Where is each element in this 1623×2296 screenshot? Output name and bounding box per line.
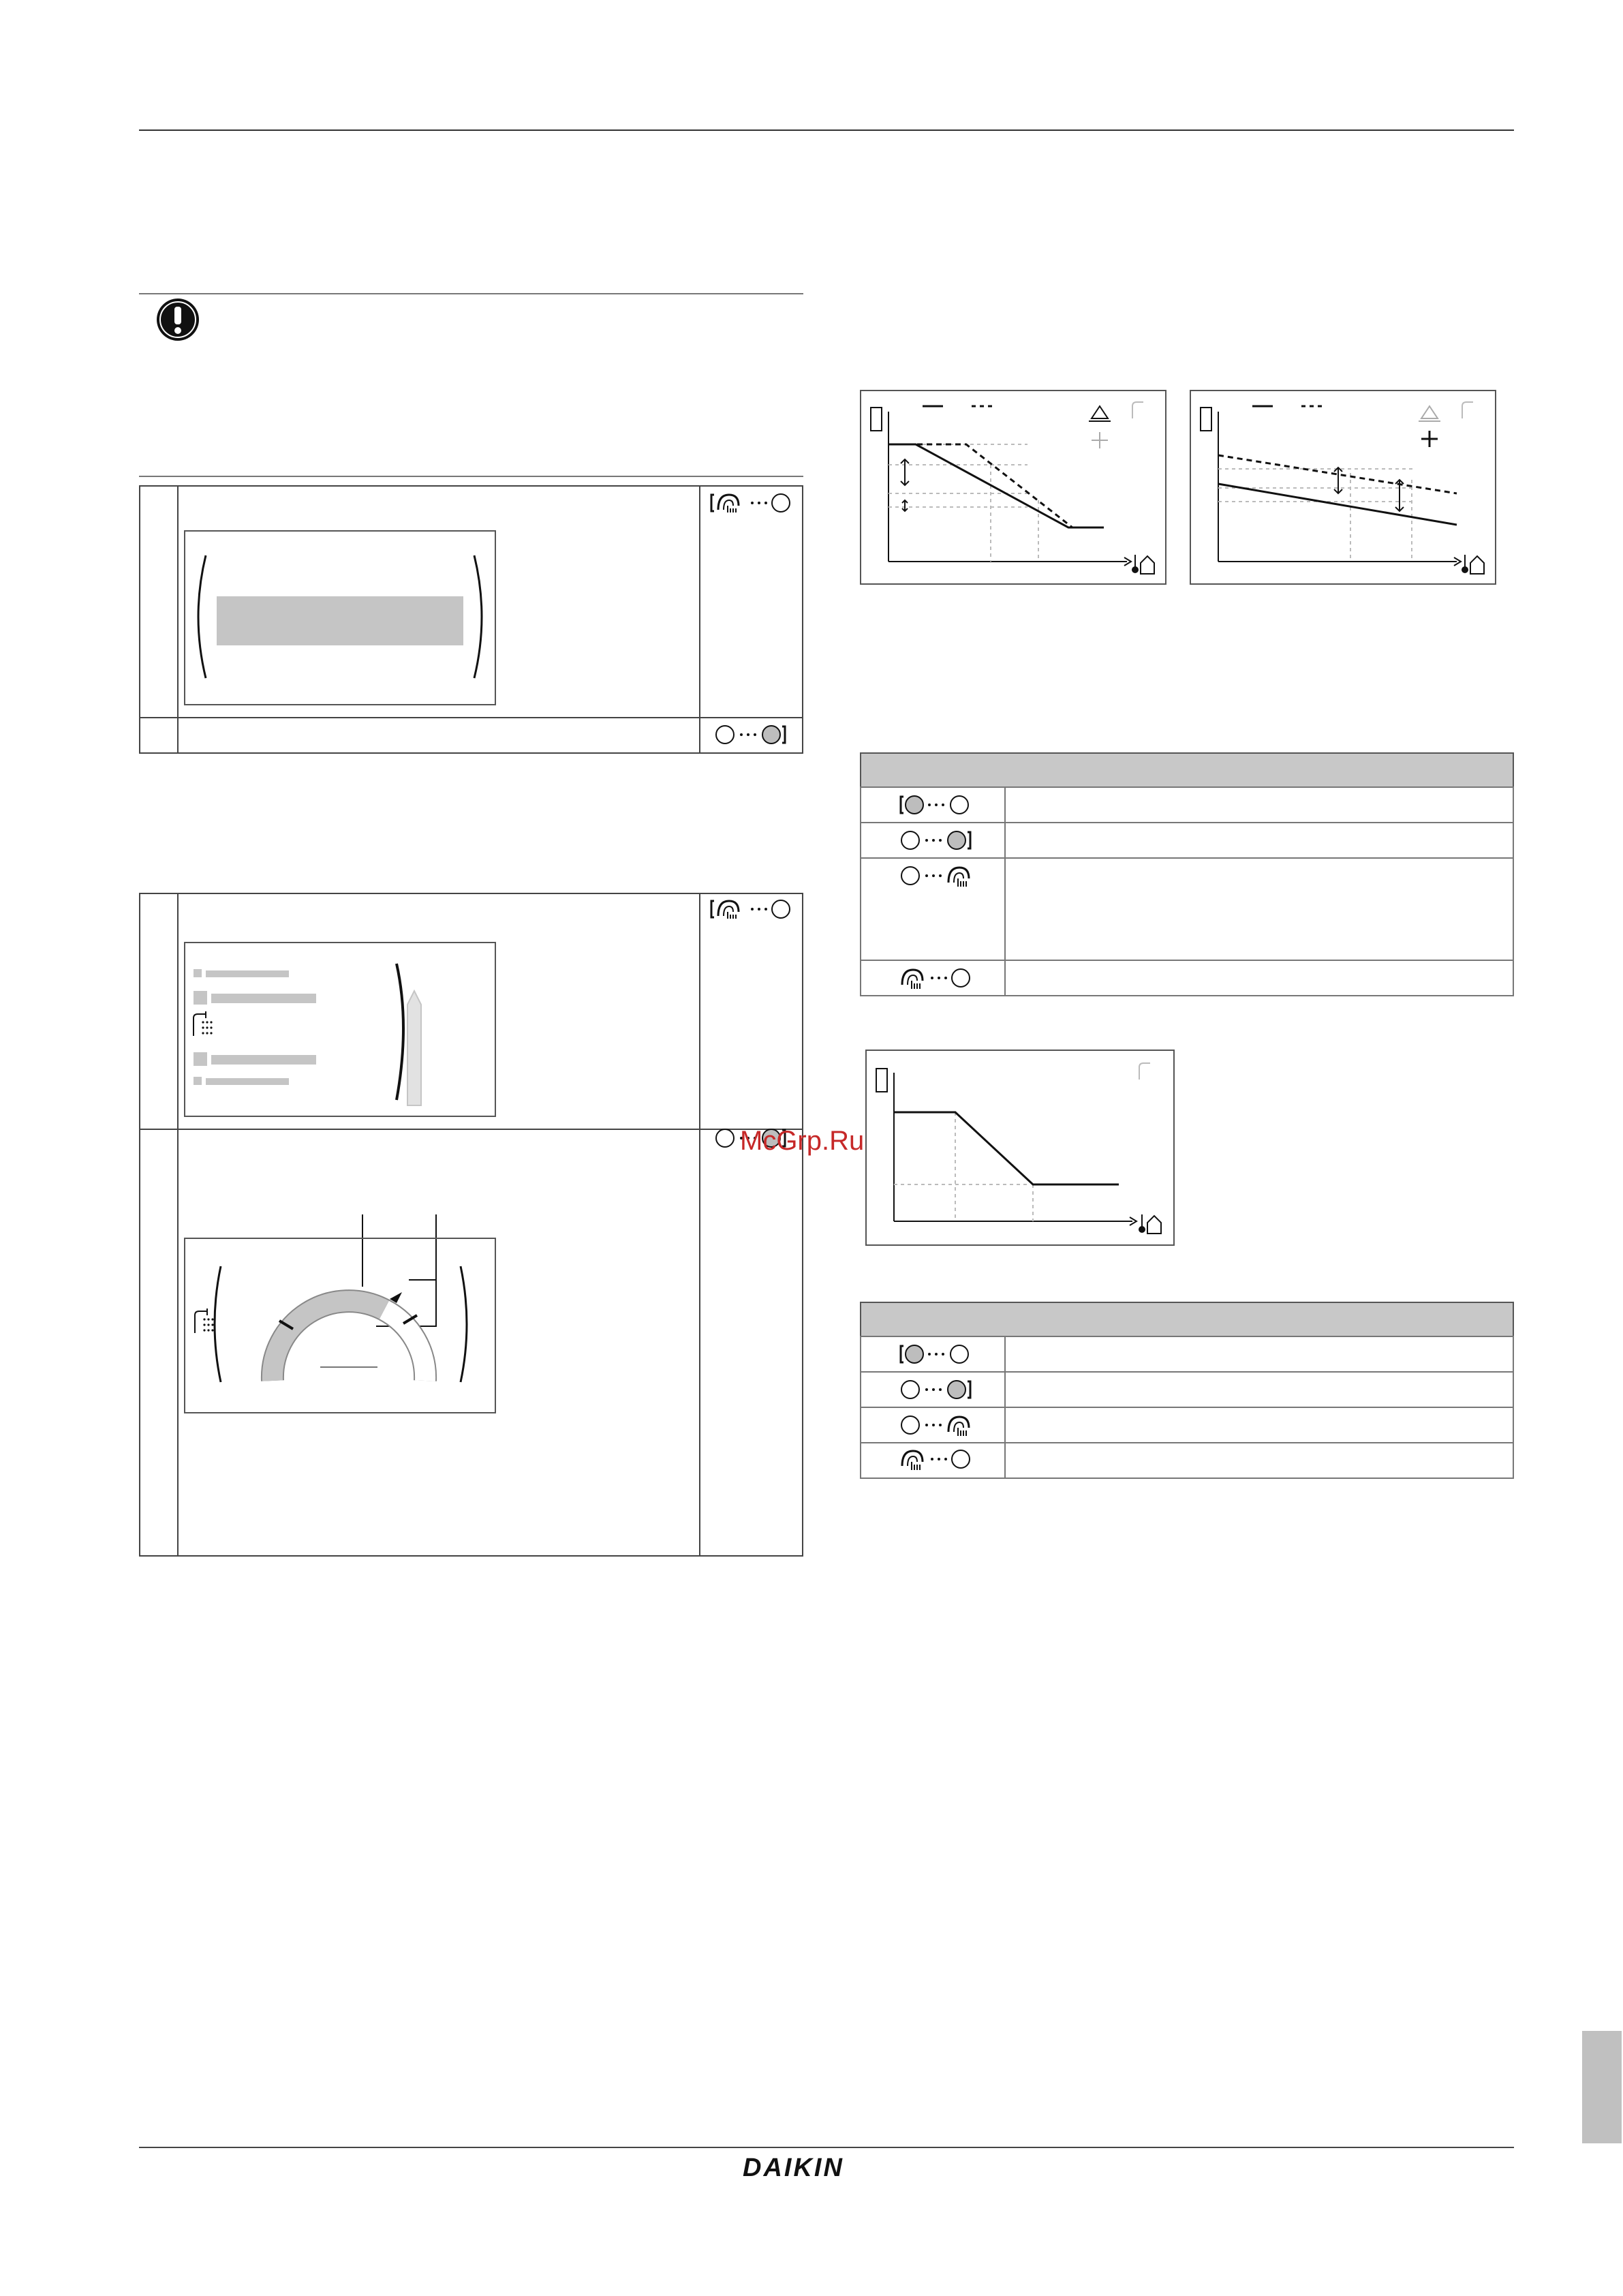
outdoor-temperature-icon-2	[1462, 555, 1484, 574]
right-dial-icon	[714, 722, 789, 747]
table-2-row-3-desc	[1004, 1407, 1514, 1443]
table-1-row-3-desc	[1004, 857, 1514, 961]
left-dial-pressed-icon-2	[898, 1342, 973, 1366]
cooling-icon-2	[1421, 431, 1438, 447]
right-dial-pressed-icon-2	[899, 1377, 974, 1402]
right-dial-press-icon-2	[899, 1413, 988, 1439]
left-dial-icon-2	[709, 897, 804, 921]
left-dial-press-icon	[898, 966, 973, 992]
note-top-rule	[139, 293, 803, 294]
screen-preview-1	[184, 530, 496, 705]
left-dial-icon	[709, 491, 804, 515]
graph-fixed-curve	[865, 1050, 1175, 1246]
step-table-1-row-divider	[139, 717, 803, 718]
screen-preview-menu	[184, 942, 496, 1117]
hot-water-tap-icon-3	[1132, 402, 1143, 418]
step-table-1-col-divider	[177, 485, 179, 754]
left-dial-press-icon-2	[898, 1447, 973, 1473]
water-temperature-icon-3	[876, 1069, 887, 1092]
table-1-row-2-desc	[1004, 822, 1514, 859]
table-2-row-4-desc	[1004, 1442, 1514, 1479]
hot-water-tap-icon	[194, 1011, 213, 1036]
exclamation-circle-icon	[155, 297, 200, 342]
hot-water-tap-icon-2	[195, 1308, 214, 1333]
table-2-row-1-desc	[1004, 1336, 1514, 1373]
table-1-header	[860, 752, 1514, 788]
water-temperature-icon	[871, 408, 882, 431]
table-2-row-2-desc	[1004, 1371, 1514, 1408]
left-dial-pressed-icon	[898, 793, 973, 817]
table-1-row-4-desc	[1004, 960, 1514, 996]
hot-water-tap-icon-5	[1139, 1063, 1150, 1080]
water-temperature-icon-2	[1201, 408, 1211, 431]
heating-icon-2	[1421, 406, 1438, 418]
graph-heating-curve	[860, 390, 1166, 585]
right-dial-pressed-icon	[899, 828, 974, 853]
page-side-tab	[1582, 2031, 1622, 2143]
table-1-row-1-desc	[1004, 786, 1514, 823]
screen-preview-gauge	[184, 1238, 496, 1413]
note-bottom-rule	[139, 476, 803, 477]
cooling-icon	[1092, 432, 1108, 448]
graph-cooling-curve	[1190, 390, 1496, 585]
step-table-2-row-divider	[139, 1129, 803, 1130]
header-rule	[139, 129, 1514, 131]
brand-logo: DAIKIN	[743, 2154, 844, 2182]
footer-rule	[139, 2147, 1514, 2148]
watermark: McGrp.Ru	[740, 1126, 865, 1156]
outdoor-temperature-icon	[1132, 555, 1154, 574]
hot-water-tap-icon-4	[1462, 402, 1473, 418]
table-2-header	[860, 1302, 1514, 1337]
outdoor-temperature-icon-3	[1139, 1214, 1161, 1234]
step-table-1-action-divider	[699, 485, 700, 754]
heating-icon	[1092, 406, 1108, 418]
step-table-2-col-divider	[177, 893, 179, 1557]
right-dial-press-icon	[899, 863, 988, 889]
step-table-2-action-divider	[699, 893, 700, 1557]
